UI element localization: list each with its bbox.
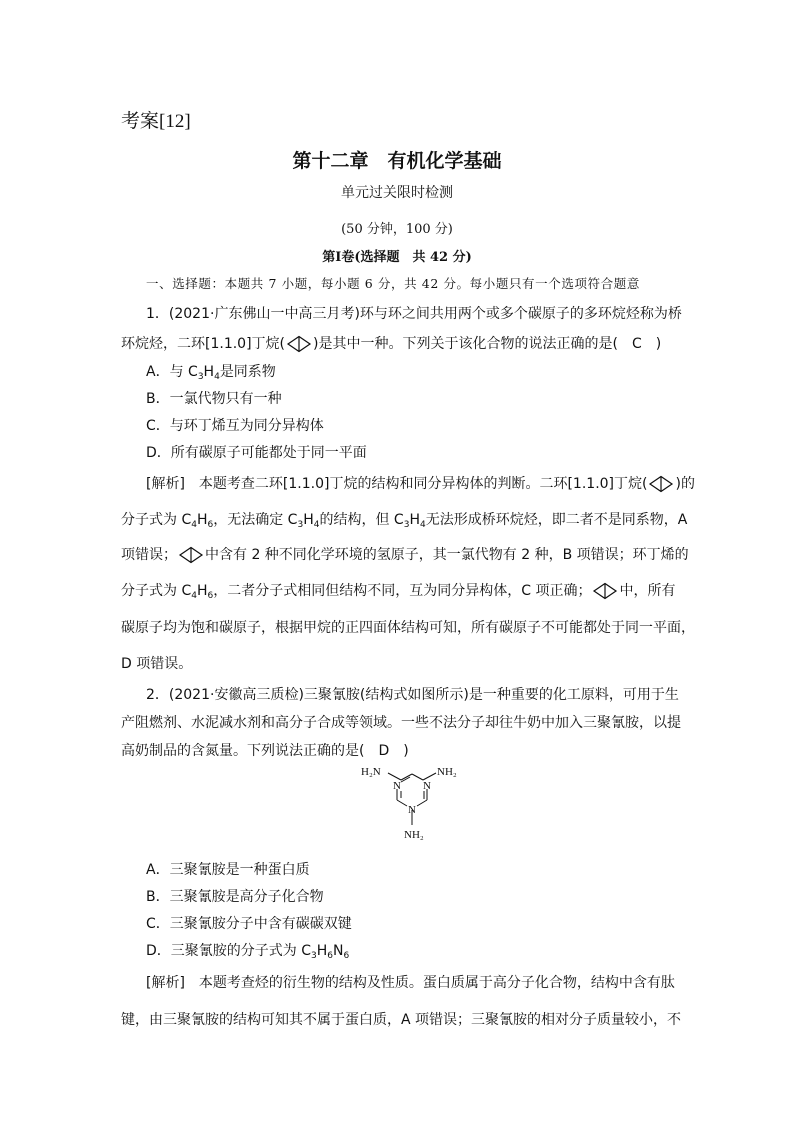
bicyclobutane-structure-icon (178, 546, 204, 564)
q1-stem-line-1: 1．(2021·广东佛山一中高三月考)环与环之间共用两个或多个碳原子的多环烷烃称为桥 (146, 306, 682, 322)
q2-answer: D (378, 743, 390, 759)
section-instructions: 一、选择题：本题共 7 小题，每小题 6 分，共 42 分。每小题只有一个选项符合题意 (146, 276, 640, 291)
q1-option-a: A．与 $C_3H_4$是同系物 (146, 364, 276, 382)
exam-code: 考案[12] (121, 111, 191, 132)
q1-option-d: D．所有碳原子可能都处于同一平面 (146, 445, 367, 461)
amino-group-left: H₂N (361, 766, 381, 778)
time-score: (50 分钟，100 分) (341, 222, 453, 237)
ring-nitrogen: N (393, 780, 401, 792)
q2-option-a: A．三聚氰胺是一种蛋白质 (146, 862, 310, 878)
q1-explanation-line-1: [解析] 本题考查二环[1.1.0]丁烷的结构和同分异构体的判断。二环[1.1.0]丁烷( )的 (146, 476, 695, 492)
q2-option-c: C．三聚氰胺分子中含有碳碳双键 (146, 916, 352, 932)
q2-option-b: B．三聚氰胺是高分子化合物 (146, 889, 324, 905)
q1-explanation-line-5: 碳原子均为饱和碳原子，根据甲烷的正四面体结构可知，所有碳原子不可能都处于同一平面， (121, 620, 695, 636)
ring-nitrogen: N (408, 804, 416, 816)
section-subtitle: 单元过关限时检测 (341, 185, 453, 201)
q2-option-d: D．三聚氰胺的分子式为 $C_3H_6N_6$ (146, 943, 350, 961)
bicyclobutane-structure-icon (286, 335, 312, 353)
amino-group-bottom: NH₂ (404, 829, 424, 841)
chapter-title: 第十二章 有机化学基础 (292, 150, 502, 172)
bicyclobutane-structure-icon (648, 475, 674, 493)
q1-option-c: C．与环丁烯互为同分异构体 (146, 418, 324, 434)
q1-option-b: B．一氯代物只有一种 (146, 391, 282, 407)
ring-nitrogen: N (423, 780, 431, 792)
q1-explanation-line-4: 分子式为 $C_4H_6$，二者分子式相同但结构不同，互为同分异构体，C 项正确； 中，所有 (121, 583, 676, 601)
q1-stem-line-2: 环烷烃，二环[1.1.0]丁烷( )是其中一种。下列关于该化合物的说法正确的是( C ) (121, 336, 662, 352)
q2-stem-line-1: 2．(2021·安徽高三质检)三聚氰胺(结构式如图所示)是一种重要的化工原料，可用于生 (146, 687, 679, 703)
q2-stem-line-2: 产阻燃剂、水泥减水剂和高分子合成等领域。一些不法分子却往牛奶中加入三聚氰胺，以提 (121, 715, 681, 731)
q1-explanation-line-6: D 项错误。 (121, 656, 193, 672)
q2-stem-line-3: 高奶制品的含氮量。下列说法正确的是( D ) (121, 743, 409, 759)
bicyclobutane-structure-icon (592, 582, 618, 600)
q2-explanation-line-2: 键，由三聚氰胺的结构可知其不属于蛋白质，A 项错误；三聚氰胺的相对分子质量较小，不 (121, 1012, 682, 1028)
q2-explanation-line-1: [解析] 本题考查烃的衍生物的结构及性质。蛋白质属于高分子化合物，结构中含有肽 (146, 975, 675, 991)
q1-explanation-line-3: 项错误； 中含有 2 种不同化学环境的氢原子，其一氯代物有 2 种，B 项错误；环丁烯的 (121, 547, 689, 563)
volume-heading: 第Ⅰ卷(选择题 共 42 分) (322, 250, 472, 265)
q1-explanation-line-2: 分子式为 $C_4H_6$，无法确定 $C_3H_4$的结构，但 $C_3H_4$无法形成桥环烷烃，即二者不是同系物，A (121, 512, 688, 530)
amino-group-right: NH₂ (437, 766, 457, 778)
melamine-structure (355, 765, 470, 850)
q1-answer: C (631, 336, 642, 352)
